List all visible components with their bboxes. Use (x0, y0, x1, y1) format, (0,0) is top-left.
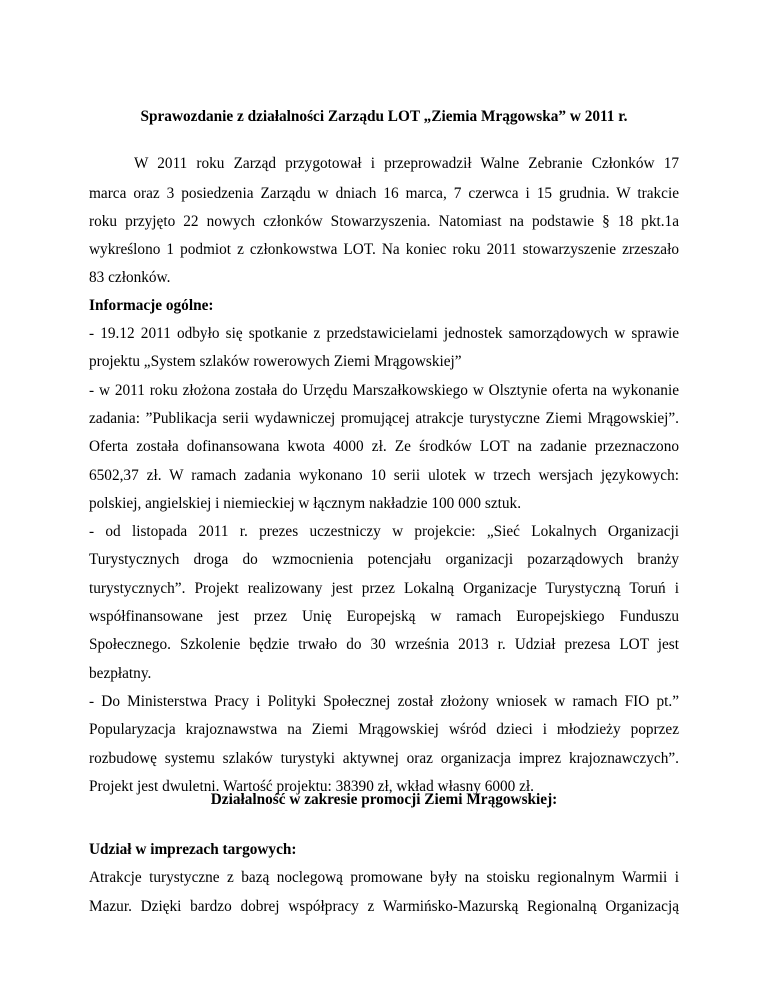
general-line-3: - w 2011 roku złożona została do Urzędu Marszałkowskiego w Olsztynie oferta na wykonanie (89, 381, 679, 399)
intro-line-4: wykreślono 1 podmiot z członkowstwa LOT. Na koniec roku 2011 stowarzyszenie zrzeszało (89, 241, 679, 258)
general-line-12: Społecznego. Szkolenie będzie trwało do 30 września 2013 r. Udział prezesa LOT jest (89, 636, 679, 654)
intro-line-5: 83 członków. (89, 269, 171, 286)
intro-line-1: W 2011 roku Zarząd przygotował i przeprowadził Walne Zebranie Członków 17 (134, 155, 679, 172)
intro-line-2: marca oraz 3 posiedzenia Zarządu w dniach 16 marca, 7 czerwca i 15 grudnia. W trakcie (89, 185, 679, 202)
fairs-line-2: Mazur. Dzięki bardzo dobrej współpracy z Warmińsko-Mazurską Regionalną Organizacją (89, 898, 679, 915)
intro-line-3: roku przyjęto 22 nowych członków Stowarzyszenia. Natomiast na podstawie § 18 pkt.1a (89, 213, 679, 230)
general-line-8: - od listopada 2011 r. prezes uczestniczy w projekcie: „Sieć Lokalnych Organizacji (89, 523, 679, 541)
general-line-4: zadania: ”Publikacja serii wydawniczej promującej atrakcje turystyczne Ziemi Mrągowskiej”. (89, 409, 679, 427)
general-line-5: Oferta została dofinansowana kwota 4000 zł. Ze środków LOT na zadanie przeznaczono (89, 438, 679, 456)
general-line-2: projektu „System szlaków rowerowych Ziemi Mrągowskiej” (89, 353, 462, 371)
general-heading: Informacje ogólne: (89, 297, 214, 314)
general-line-6: 6502,37 zł. W ramach zadania wykonano 10 serii ulotek w trzech wersjach językowych: (89, 466, 679, 484)
fairs-heading: Udział w imprezach targowych: (89, 841, 297, 858)
general-line-9: Turystycznych droga do wzmocnienia potencjału organizacji pozarządowych branży (89, 551, 679, 569)
promo-heading: Działalność w zakresie promocji Ziemi Mrągowskiej: (210, 791, 558, 808)
fairs-line-1: Atrakcje turystyczne z bazą noclegową promowane były na stoisku regionalnym Warmii i (89, 869, 679, 886)
general-line-16: rozbudowę systemu szlaków turystyki aktywnej oraz organizacja imprez krajoznawczych”. (89, 749, 679, 767)
general-line-17: Projekt jest dwuletni. Wartość projektu: 38390 zł, wkład własny 6000 zł. (89, 777, 534, 795)
general-line-11: współfinansowane jest przez Unię Europejską w ramach Europejskiego Funduszu (89, 608, 679, 625)
general-line-15: Popularyzacja krajoznawstwa na Ziemi Mrągowskiej wśród dzieci i młodzieży poprzez (89, 721, 679, 739)
general-line-10: turystycznych”. Projekt realizowany jest przez Lokalną Organizacje Turystyczną Toruń i (89, 579, 679, 597)
document-title: Sprawozdanie z działalności Zarządu LOT „Ziemia Mrągowska” w 2011 r. (140, 108, 628, 125)
general-line-14: - Do Ministerstwa Pracy i Polityki Społecznej został złożony wniosek w ramach FIO pt.” (89, 692, 679, 710)
general-line-7: polskiej, angielskiej i niemieckiej w łącznym nakładzie 100 000 sztuk. (89, 494, 522, 512)
general-line-1: - 19.12 2011 odbyło się spotkanie z przedstawicielami jednostek samorządowych w sprawie (89, 325, 679, 342)
general-line-13: bezpłatny. (89, 664, 152, 682)
